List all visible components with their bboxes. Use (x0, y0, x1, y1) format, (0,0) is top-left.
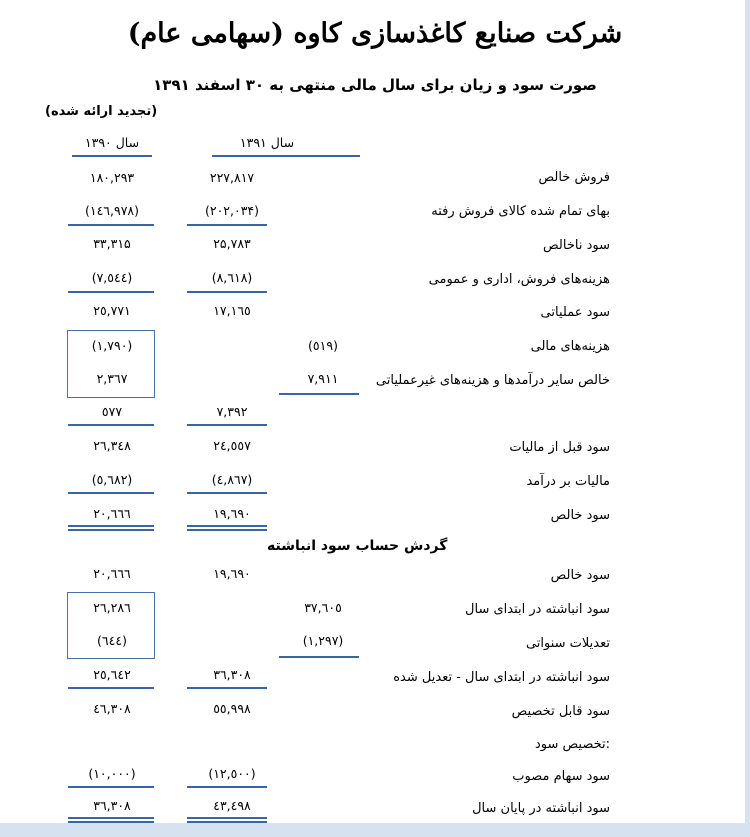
column-header-1391: سال ۱۳۹۱ (239, 135, 295, 150)
row-label-adjusted-opening: سود انباشته در ابتدای سال - تعدیل شده (393, 670, 610, 685)
subtotal-rule (68, 291, 154, 293)
value-1390: ٥۷۷ (101, 404, 123, 419)
subtotal-rule (68, 786, 154, 788)
subtotal-rule (68, 492, 154, 494)
value-1391: ۷,۳۹۲ (216, 404, 248, 419)
row-label-gross-profit: سود ناخالص (543, 238, 610, 253)
value-1390: ۲۰,٦٦٦ (93, 506, 131, 521)
row-label-selling-admin-expenses: هزینه‌های فروش، اداری و عمومی (428, 272, 610, 287)
value-1390: ۳۳,۳۱۵ (93, 236, 131, 251)
row-label-operating-profit: سود عملیاتی (540, 305, 610, 320)
appropriation-heading: تخصیص سود: (534, 737, 610, 752)
value-1390: ۳٦,۳۰۸ (93, 798, 131, 813)
detail-1391: (۱,۲۹۷) (302, 633, 344, 648)
row-label-profit-before-tax: سود قبل از مالیات (509, 440, 610, 455)
detail-1391: (٥۱۹) (308, 338, 338, 353)
value-1391: ۱۷,۱٦٥ (213, 303, 251, 318)
total-double-rule (68, 525, 154, 531)
detail-1391: ۳۷,٦۰٥ (304, 600, 342, 615)
statement-title: صورت سود و زیان برای سال مالی منتهی به ۳۰ اسفند ۱۳۹۱ (153, 76, 597, 94)
value-1390: ۲٦,۳٤۸ (93, 438, 131, 453)
value-1390: ۱۸۰,۲۹۳ (89, 170, 135, 185)
value-1390: ۲,۳٦۷ (96, 371, 128, 386)
column-header-rule (212, 155, 360, 157)
value-1391: (۲۰۲,۰۳۴) (204, 203, 259, 218)
subtotal-rule (279, 393, 359, 395)
value-1390: (٦٤٤) (97, 633, 127, 648)
value-1390: ۲۰,٦٦٦ (93, 566, 131, 581)
row-label-net-sales: فروش خالص (538, 170, 610, 185)
total-double-rule (68, 817, 154, 823)
value-1390: (۷,٥٤٤) (91, 270, 133, 285)
value-1390: (۱,۷۹۰) (91, 338, 133, 353)
row-label-approved-dividends: سود سهام مصوب (512, 769, 610, 784)
subtotal-rule (68, 224, 154, 226)
value-1390: ۲٥,٦٤۲ (93, 667, 131, 682)
subtotal-rule (187, 224, 267, 226)
row-label-net-profit: سود خالص (550, 508, 610, 523)
bottom-border (0, 823, 750, 837)
row-label-cost-of-goods-sold: بهای تمام شده کالای فروش رفته (431, 204, 610, 219)
value-1391: (۸,٦۱۸) (211, 270, 253, 285)
right-border (745, 0, 750, 837)
row-label-opening-retained: سود انباشته در ابتدای سال (465, 602, 610, 617)
subtotal-rule (187, 291, 267, 293)
value-1391: ٤۳,٤۹۸ (213, 798, 251, 813)
subtotal-rule (68, 687, 154, 689)
value-1391: ۱۹,٦۹۰ (213, 566, 251, 581)
subtotal-rule (187, 786, 267, 788)
value-1390: (۱۰,۰۰۰) (88, 766, 136, 781)
value-1391: (۱۲,٥۰۰) (208, 766, 256, 781)
row-label-financial-expenses: هزینه‌های مالی (530, 339, 610, 354)
row-label-other-non-operating: خالص سایر درآمدها و هزینه‌های غیرعملیاتی (375, 373, 610, 388)
total-double-rule (187, 817, 267, 823)
row-label-income-tax: مالیات بر درآمد (526, 474, 610, 489)
value-1391: ۲٤,٥٥۷ (213, 438, 251, 453)
value-1391: ۳٦,۳۰۸ (213, 667, 251, 682)
subtotal-rule (279, 656, 359, 658)
total-double-rule (187, 525, 267, 531)
column-header-1390: سال ۱۳۹۰ (84, 135, 140, 150)
subtotal-rule (187, 492, 267, 494)
value-1391: ۱۹,٦۹۰ (213, 506, 251, 521)
row-label-distributable-profit: سود قابل تخصیص (511, 704, 610, 719)
value-1391: ۲۲۷,۸۱۷ (209, 170, 255, 185)
row-label-prior-year-adjustments: تعدیلات سنواتی (525, 636, 610, 651)
column-header-rule (72, 155, 152, 157)
value-1390: ٤٦,۳۰۸ (93, 701, 131, 716)
value-1391: ۲۵,۷۸۳ (213, 236, 251, 251)
restated-note: (تجدید ارائه شده) (45, 104, 158, 119)
value-1391: ٥٥,۹۹۸ (213, 701, 251, 716)
detail-1391: ۷,۹۱۱ (307, 371, 339, 386)
subtotal-rule (187, 687, 267, 689)
value-1390: (٥,٦۸۲) (91, 472, 133, 487)
value-1390: ۲٦,۲۸٦ (93, 600, 131, 615)
row-label-net-profit: سود خالص (550, 568, 610, 583)
value-1390: ۲٥,۷۷۱ (93, 303, 131, 318)
subtotal-rule (68, 424, 154, 426)
value-1391: (٤,۸٦۷) (211, 472, 253, 487)
row-label-closing-retained: سود انباشته در پایان سال (472, 801, 610, 816)
value-1390: (۱٤٦,۹۷۸) (84, 203, 140, 218)
company-title: شرکت صنایع کاغذسازی کاوه (سهامی عام) (127, 18, 623, 49)
subtotal-rule (187, 424, 267, 426)
retained-earnings-heading: گردش حساب سود انباشته (267, 538, 448, 554)
